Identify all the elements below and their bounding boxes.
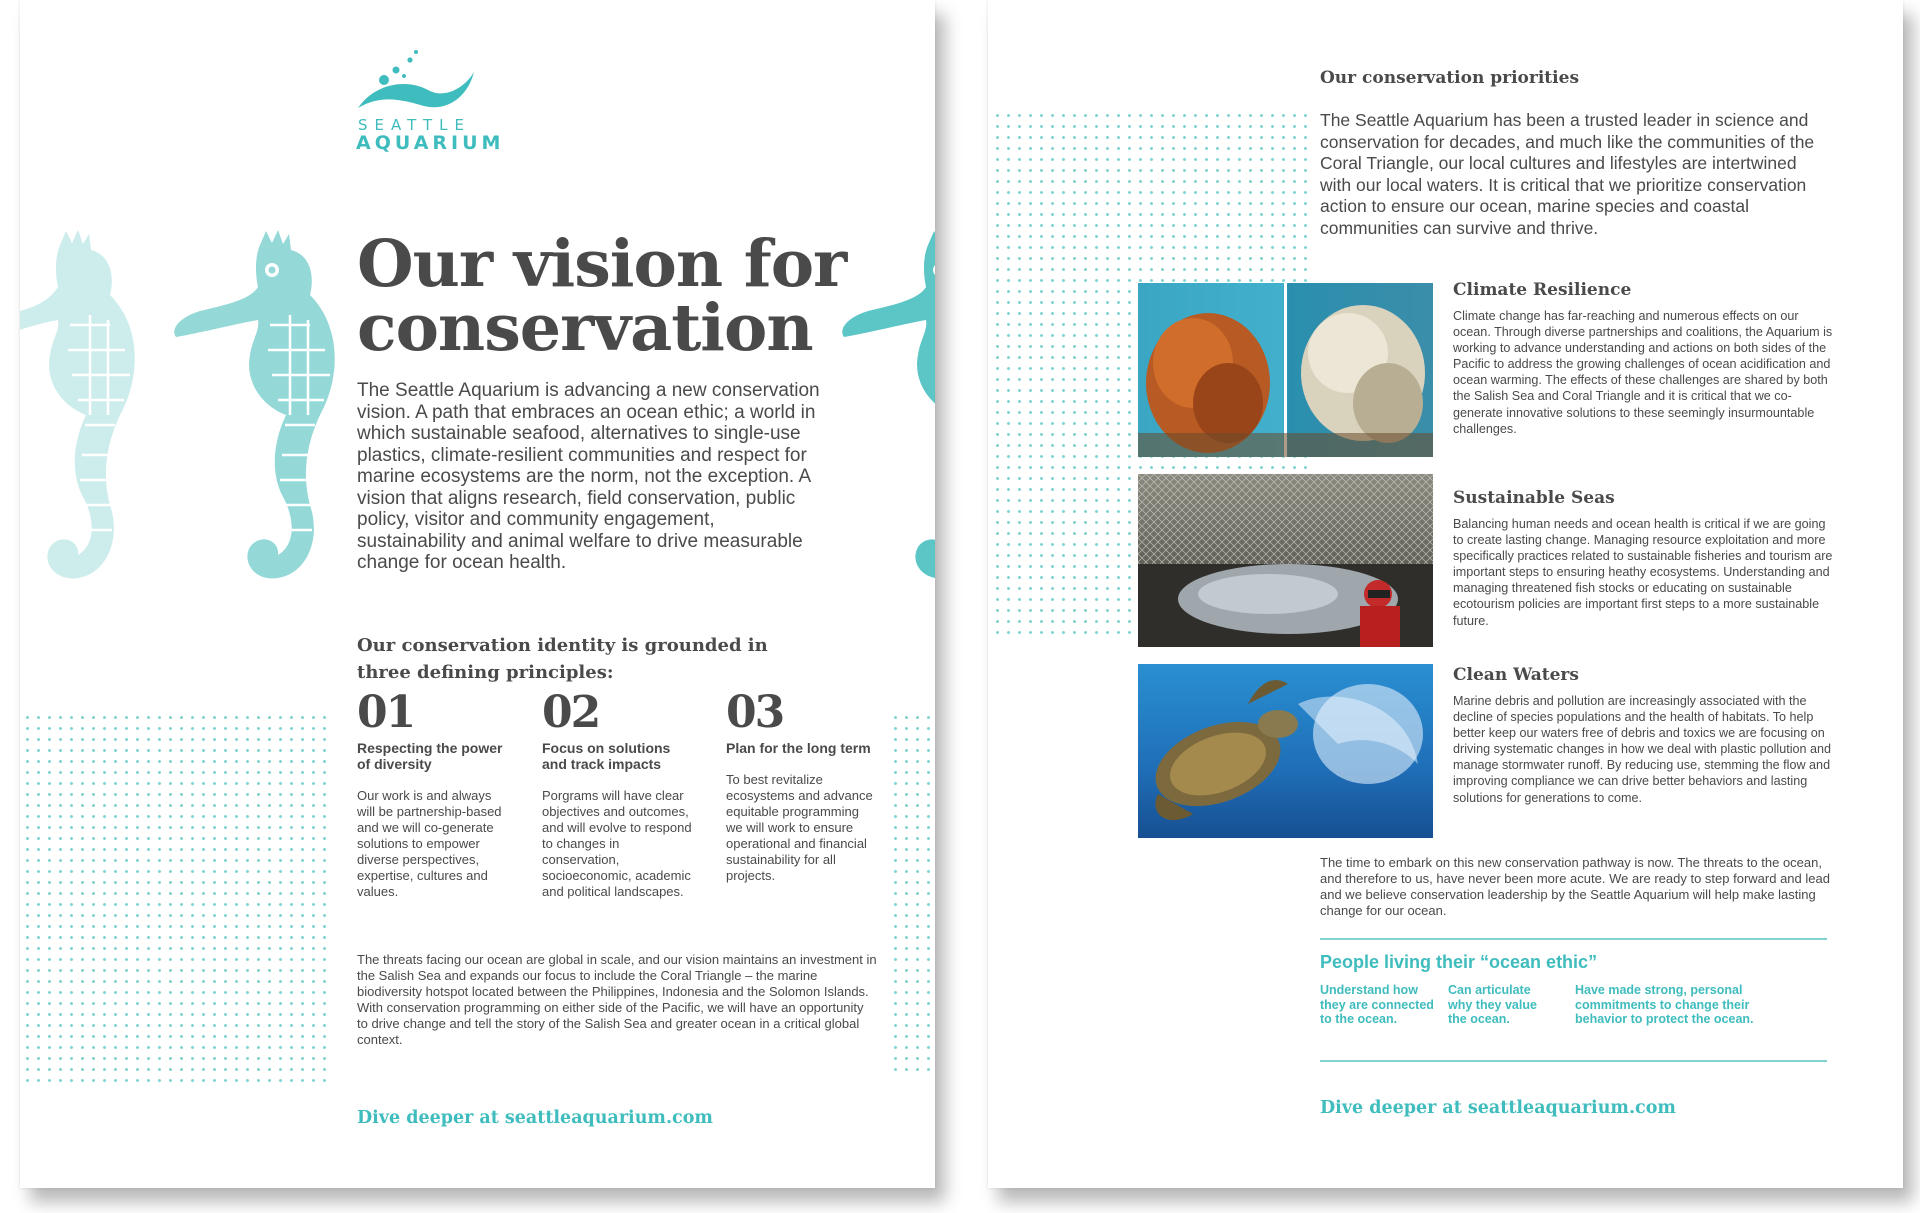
priorities-heading: Our conservation priorities: [1320, 68, 1580, 88]
principle-number: 03: [726, 687, 784, 738]
fishing-net-photo: [1138, 474, 1433, 647]
principle-03: [726, 687, 876, 884]
website-link[interactable]: Dive deeper at seattleaquarium.com: [357, 1108, 713, 1128]
dot-pattern-left: [22, 712, 330, 1082]
principle-number: 02: [542, 687, 600, 738]
section-body-climate-resilience: Climate change has far-reaching and numerous effects on our ocean. Through diverse partnerships and coalitions, the Aquarium is working to advance understanding and actions on both sides of the Pacific to address the growing challenges of ocean acidification and ocean warming. The effects of these challenges are shared by both the Salish Sea and Coral Triangle and it is critical that we co-generate innovative solutions to these seemingly insurmountable challenges.: [1453, 309, 1833, 436]
section-body-clean-waters: Marine debris and pollution are increasingly associated with the decline of species populations and the health of habitats. To help better keep our waters free of debris and toxics we are focusing on driving systematic changes in how we deal with plastic pollution and manage stormwater runoff. By reducing use, stemming the flow and improving compliance we can drive better behaviors and lasting solutions for generations to come.: [1453, 694, 1832, 805]
principles-heading: Our conservation identity is grounded in three defining principles:: [357, 635, 768, 683]
ocean-ethic-item: Can articulate why they value the ocean.: [1448, 983, 1537, 1026]
principle-01: [357, 687, 507, 900]
principle-body: Our work is and always will be partnership-based and we will co-generate solutions to empower diverse perspectives, expertise, cultures and values.: [357, 788, 502, 899]
website-link[interactable]: Dive deeper at seattleaquarium.com: [1320, 1098, 1676, 1118]
divider-top: [1320, 938, 1827, 940]
ocean-ethic-item: Have made strong, personal commitments to change their behavior to protect the ocean.: [1575, 983, 1754, 1026]
intro-paragraph: The Seattle Aquarium is advancing a new conservation vision. A path that embraces an ocean ethic; a world in which sustainable seafood, alternatives to single-use plastics, climate-resilient communities and respect for marine ecosystems are the norm, not the exception. A vision that aligns research, field conservation, public policy, visitor and community engagement, sustainability and animal welfare to drive measurable change for ocean health.: [357, 380, 820, 573]
left-page: [20, 0, 935, 1188]
principle-title: Respecting the power of diversity: [357, 740, 503, 772]
wave-logo-icon: [356, 46, 486, 118]
outro-paragraph-right: The time to embark on this new conservation pathway is now. The threats to the ocean, and therefore to us, have never been more acute. We are ready to step forward and lead and we believe conservation leadership by the Seattle Aquarium will help make lasting change for our ocean.: [1320, 855, 1830, 918]
principle-title: Plan for the long term: [726, 740, 871, 756]
divider-bottom: [1320, 1060, 1827, 1062]
section-body-sustainable-seas: Balancing human needs and ocean health is critical if we are going to create lasting change. Managing resource exploitation and more specifically practices related to sustainable fisheries and tourism are important steps to ensuring heathy ecosystems. Understanding and managing threatened fish stocks or educating on sustainable ecotourism policies are important first steps to a more sustainable future.: [1453, 517, 1833, 628]
principle-title: Focus on solutions and track impacts: [542, 740, 671, 772]
seahorse-illustration-faded: [20, 215, 150, 615]
page-title: Our vision for conservation: [357, 226, 847, 366]
logo-text-seattle: SEATTLE: [358, 116, 471, 134]
seattle-aquarium-logo: [356, 46, 505, 156]
section-title-clean-waters: Clean Waters: [1453, 665, 1579, 685]
outro-paragraph: The threats facing our ocean are global in scale, and our vision maintains an investment in the Salish Sea and expands our focus to include the Coral Triangle – the marine biodiversity hotspot located between the Philippines, Indonesia and the Solomon Islands. With conservation programming on either side of the Pacific, we will have an opportunity to drive change and tell the story of the Salish Sea and greater ocean in a critical global context.: [357, 952, 877, 1047]
principle-02: [542, 687, 692, 900]
coral-photo: [1138, 283, 1433, 457]
priorities-intro: The Seattle Aquarium has been a trusted leader in science and conservation for decades, and much like the communities of the Coral Triangle, our local cultures and lifestyles are intertwined with our local waters. It is critical that we prioritize conservation action to ensure our ocean, marine species and coastal communities can survive and thrive.: [1320, 110, 1815, 238]
turtle-plastic-photo: [1138, 664, 1433, 838]
ocean-ethic-heading: People living their “ocean ethic”: [1320, 952, 1598, 972]
right-page: [988, 0, 1903, 1188]
principle-body: Porgrams will have clear objectives and outcomes, and will evolve to respond to changes in conservation, socioeconomic, academic and political landscapes.: [542, 788, 692, 899]
section-title-sustainable-seas: Sustainable Seas: [1453, 488, 1615, 508]
ocean-ethic-item: Understand how they are connected to the ocean.: [1320, 983, 1434, 1026]
logo-text-aquarium: AQUARIUM: [356, 132, 505, 154]
dot-pattern-left-edge: [890, 712, 935, 1072]
principle-number: 01: [357, 687, 415, 738]
section-title-climate-resilience: Climate Resilience: [1453, 280, 1632, 300]
principle-body: To best revitalize ecosystems and advance equitable programming we will work to ensure operational and financial sustainability for all projects.: [726, 772, 873, 883]
